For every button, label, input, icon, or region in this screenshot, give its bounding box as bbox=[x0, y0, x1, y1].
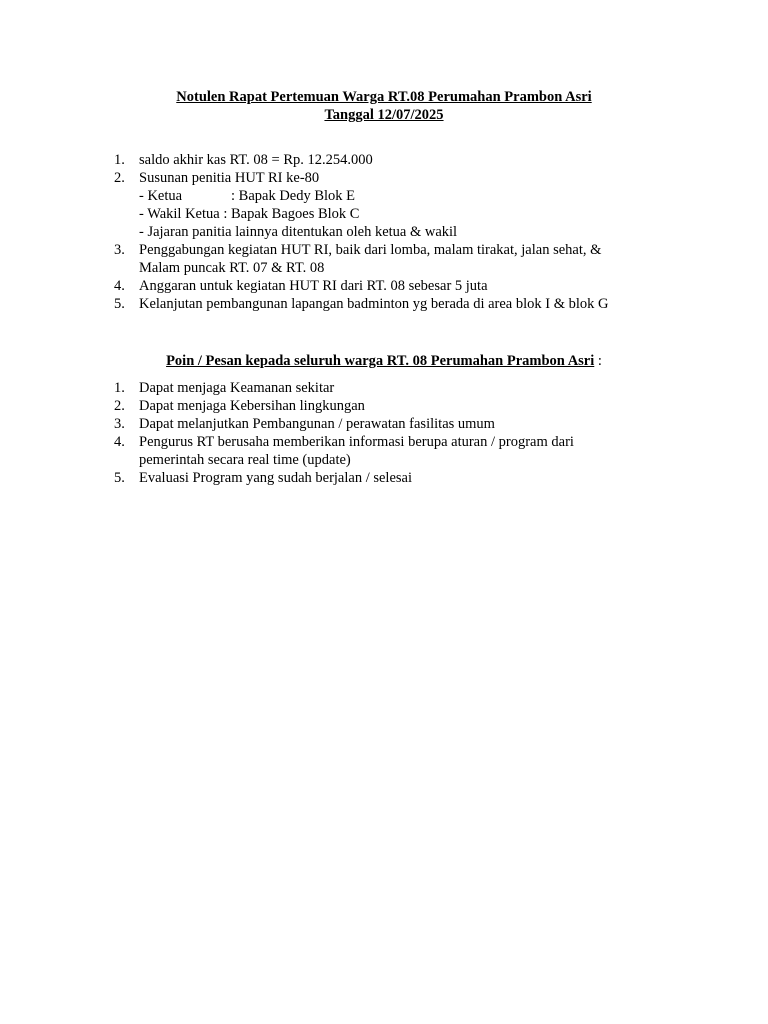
message-item bbox=[114, 433, 674, 469]
agenda-item bbox=[114, 295, 674, 313]
message-item bbox=[114, 397, 674, 415]
agenda-item bbox=[114, 169, 674, 241]
message-item-text: Evaluasi Program yang sudah berjalan / selesai bbox=[139, 470, 413, 486]
message-item bbox=[114, 379, 674, 397]
document-date: Tanggal 12/07/2025 bbox=[324, 107, 444, 123]
list-number: 4. bbox=[114, 434, 125, 450]
message-item bbox=[114, 415, 674, 433]
messages-list bbox=[114, 379, 674, 487]
list-number: 3. bbox=[114, 416, 125, 432]
messages-heading-text: Poin / Pesan kepada seluruh warga RT. 08 Perumahan Prambon Asri bbox=[166, 353, 595, 369]
agenda-item-text: Kelanjutan pembangunan lapangan badminton yg berada di area blok I & blok G bbox=[139, 296, 609, 312]
agenda-item bbox=[114, 241, 674, 277]
agenda-item bbox=[114, 277, 674, 295]
message-item-text: Dapat menjaga Keamanan sekitar bbox=[139, 380, 335, 396]
message-item-text: Dapat menjaga Kebersihan lingkungan bbox=[139, 398, 365, 414]
list-number: 4. bbox=[114, 278, 125, 294]
message-item-text: Pengurus RT berusaha memberikan informasi berupa aturan / program dari bbox=[139, 434, 574, 450]
committee-wakil: - Wakil Ketua : Bapak Bagoes Blok C bbox=[139, 206, 360, 222]
messages-heading-colon: : bbox=[594, 353, 602, 369]
agenda-list bbox=[114, 151, 674, 313]
agenda-item-text: Penggabungan kegiatan HUT RI, baik dari lomba, malam tirakat, jalan sehat, & bbox=[139, 242, 602, 258]
document-title: Notulen Rapat Pertemuan Warga RT.08 Perumahan Prambon Asri bbox=[176, 89, 592, 105]
ketua-label: - Ketua bbox=[139, 188, 183, 204]
agenda-item-text-cont: Malam puncak RT. 07 & RT. 08 bbox=[139, 260, 325, 276]
committee-ketua bbox=[139, 187, 674, 205]
message-item-text-cont: pemerintah secara real time (update) bbox=[139, 452, 351, 468]
list-number: 5. bbox=[114, 296, 125, 312]
agenda-item-text: Anggaran untuk kegiatan HUT RI dari RT. 08 sebesar 5 juta bbox=[139, 278, 488, 294]
list-number: 1. bbox=[114, 380, 125, 396]
agenda-item-text: saldo akhir kas RT. 08 = Rp. 12.254.000 bbox=[139, 152, 373, 168]
committee-jajaran: - Jajaran panitia lainnya ditentukan oleh ketua & wakil bbox=[139, 224, 458, 240]
message-item-text: Dapat melanjutkan Pembangunan / perawatan fasilitas umum bbox=[139, 416, 495, 432]
messages-heading bbox=[0, 352, 768, 370]
list-number: 3. bbox=[114, 242, 125, 258]
ketua-value: : Bapak Dedy Blok E bbox=[231, 188, 356, 204]
list-number: 2. bbox=[114, 398, 125, 414]
list-number: 5. bbox=[114, 470, 125, 486]
agenda-item bbox=[114, 151, 674, 169]
agenda-item-text: Susunan penitia HUT RI ke-80 bbox=[139, 170, 320, 186]
message-item bbox=[114, 469, 674, 487]
list-number: 2. bbox=[114, 170, 125, 186]
list-number: 1. bbox=[114, 152, 125, 168]
